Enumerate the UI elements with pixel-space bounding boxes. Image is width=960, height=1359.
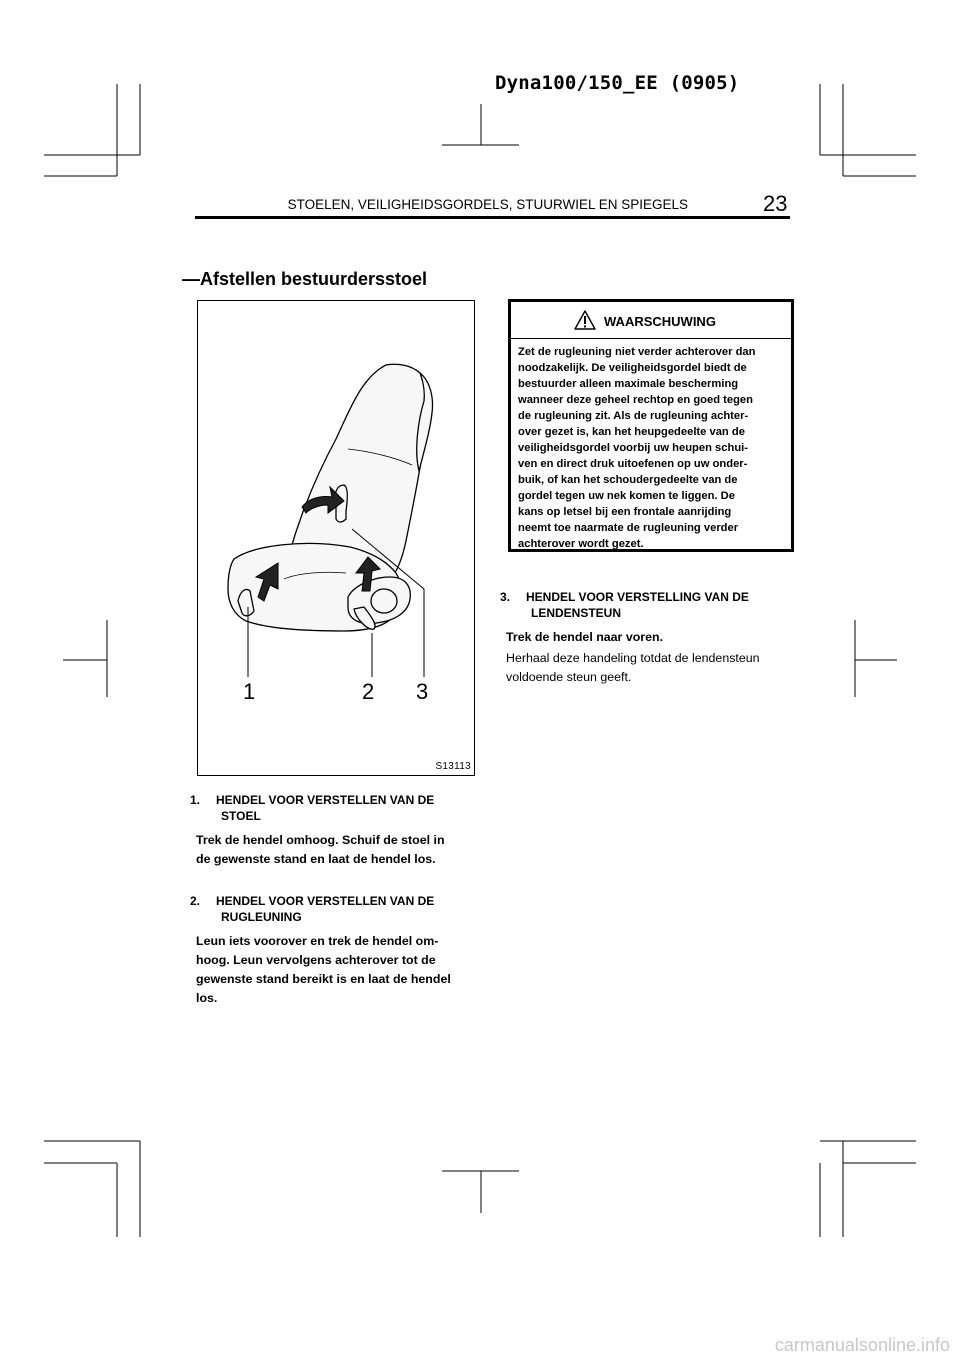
item-body-line: Leun iets voorover en trek de hendel om-: [196, 934, 439, 948]
item-body: [190, 831, 490, 869]
warning-line: neemt toe naarmate de rugleuning verder: [518, 522, 739, 534]
item-number: 2.: [190, 894, 201, 908]
item-title-line: HENDEL VOOR VERSTELLEN VAN DE: [216, 894, 435, 908]
item-title-line: HENDEL VOOR VERSTELLING VAN DE: [526, 590, 749, 604]
item-number: 1.: [190, 793, 201, 807]
warning-triangle-icon: [574, 310, 596, 330]
item-title-line: STOEL: [221, 809, 261, 823]
item-heading: [500, 589, 800, 621]
warning-line: kans op letsel bij een frontale aanrijding: [518, 506, 732, 518]
callout-label-2: 2: [362, 679, 375, 704]
seat-illustration: [197, 300, 475, 776]
warning-line: noodzakelijk. De veiligheidsgordel biedt de: [518, 362, 747, 374]
warning-line: de rugleuning zit. Als de rugleuning achter-: [518, 410, 749, 422]
item-body-line: voldoende steun geeft.: [506, 670, 632, 684]
callout-label-1: 1: [243, 679, 256, 704]
item-body-line: Herhaal deze handeling totdat de lendensteun: [506, 651, 760, 665]
document-id: Dyna100/150_EE (0905): [495, 72, 740, 94]
figure-code: S13113: [435, 761, 471, 772]
item-body-line: hoog. Leun vervolgens achterover tot de: [196, 953, 436, 967]
warning-line: gordel tegen uw nek komen te liggen. De: [518, 490, 735, 502]
source-watermark: carmanualsonline.info: [774, 1335, 950, 1355]
item-title-line: HENDEL VOOR VERSTELLEN VAN DE: [216, 793, 435, 807]
warning-line: over gezet is, kan het heupgedeelte van de: [518, 426, 745, 438]
item-title-line: RUGLEUNING: [221, 910, 302, 924]
item-title-line: LENDENSTEUN: [531, 606, 622, 620]
warning-line: ven en direct druk uitoefenen op uw onder-: [518, 458, 748, 470]
warning-line: Zet de rugleuning niet verder achterover dan: [518, 346, 756, 358]
item-body-line: los.: [196, 991, 218, 1005]
instruction-item-3: [500, 589, 800, 687]
item-heading: [190, 792, 490, 824]
warning-title: WAARSCHUWING: [604, 314, 716, 329]
item-heading: [190, 893, 490, 925]
item-body-line: gewenste stand bereikt is en laat de hendel: [196, 972, 451, 986]
warning-box: [508, 299, 794, 552]
item-number: 3.: [500, 590, 511, 604]
warning-line: veiligheidsgordel voorbij uw heupen schui-: [518, 442, 748, 454]
item-body-line: Trek de hendel omhoog. Schuif de stoel in: [196, 833, 445, 847]
warning-text: [518, 344, 793, 552]
item-body: [500, 628, 800, 687]
warning-line: bestuurder alleen maximale bescherming: [518, 378, 739, 390]
instruction-item-2: [190, 893, 490, 1008]
warning-line: wanneer deze geheel rechtop en goed tegen: [518, 394, 753, 406]
item-body: [190, 932, 490, 1008]
callout-label-3: 3: [416, 679, 429, 704]
running-head: STOELEN, VEILIGHEIDSGORDELS, STUURWIEL EN SPIEGELS: [287, 197, 688, 212]
page-number: 23: [763, 191, 788, 216]
warning-header: [511, 302, 791, 339]
item-body-line: Trek de hendel naar voren.: [506, 630, 664, 644]
warning-line: buik, of kan het schoudergedeelte van de: [518, 474, 738, 486]
item-body-line: de gewenste stand en laat de hendel los.: [196, 852, 436, 866]
seat-drawing: [198, 301, 474, 775]
warning-line: achterover wordt gezet.: [518, 538, 644, 550]
instruction-item-1: [190, 792, 490, 869]
section-title: —Afstellen bestuurdersstoel: [182, 269, 428, 289]
header-rule: [195, 216, 790, 219]
